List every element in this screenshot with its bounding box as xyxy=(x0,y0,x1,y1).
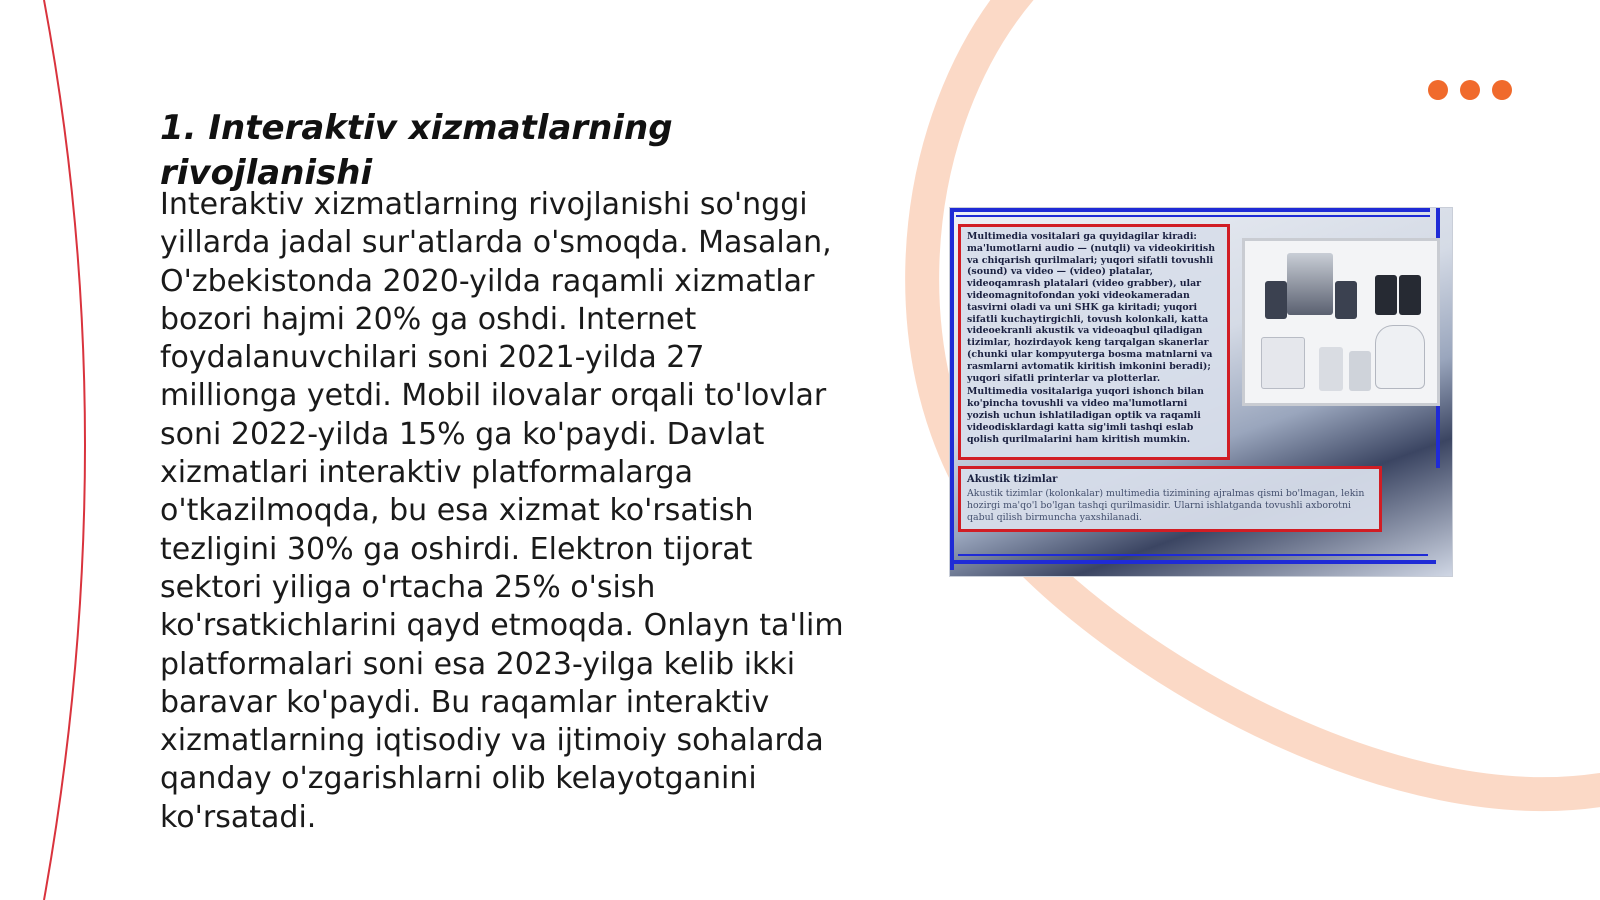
multimedia-text-box xyxy=(958,224,1230,460)
speaker-icon xyxy=(1349,351,1371,391)
menu-dots-icon[interactable] xyxy=(1428,80,1512,100)
slide-body-text: Interaktiv xizmatlarning rivojlanishi so'nggi yillarda jadal sur'atlarda o'smoqda. Masalan, O'zbekistonda 2020-yilda raqamli xizmatlar bozori hajmi 20% ga oshdi. Internet foydalanuvchilari soni 2021-yilda 27 millionga yetdi. Mobil ilovalar orqali to'lovlar soni 2022-yilda 15% ga ko'paydi. Davlat xizmatlari interaktiv platformalarga o'tkazilmoqda, bu esa xizmat ko'rsatish tezligini 30% ga oshirdi. Elektron tijorat sektori yiliga o'rtacha 25% o'sish ko'rsatkichlarini qayd etmoqda. Onlayn ta'lim platformalari soni esa 2023-yilga kelib ikki baravar ko'paydi. Bu raqamlar interaktiv xizmatlarning iqtisodiy va ijtimoiy sohalarda qanday o'zgarishlarni olib kelayotganini ko'rsatadi. xyxy=(160,187,844,835)
speaker-icon xyxy=(1375,325,1425,389)
speaker-icon xyxy=(1375,275,1397,315)
frame-left-bar xyxy=(950,208,954,570)
box-heading: Akustik tizimlar xyxy=(967,474,1058,485)
speaker-icon xyxy=(1265,281,1287,319)
speaker-icon xyxy=(1319,347,1343,391)
box-paragraph: Multimedia vositalari ga quyidagilar kiradi: ma'lumotlarni audio — (nutqli) va videokiritish va chiqarish qurilmalari; yuqori sifatli tovushli (sound) va video — (video) platalar, videoqamrash platalari (video grabber), ular videomagnitofondan yoki videokameradan tasvirni oladi va uni SHK ga kiritadi; yuqori sifatli kuchaytirgichli, tovush kolonkali, katta videoekranli akustik va videoaqbul qiladigan tizimlar, hozirdayok keng tarqalgan skanerlar (chunki ular kompyuterga bosma matnlarni va rasmlarni avtomatik kiritish imkonini beradi); yuqori sifatli printerlar va plotterlar. xyxy=(967,231,1216,384)
frame-top-bar-inner xyxy=(956,215,1430,217)
acoustic-systems-box xyxy=(958,466,1382,532)
frame-top-bar xyxy=(950,208,1430,212)
left-red-curve xyxy=(44,0,85,900)
frame-bottom-bar-inner xyxy=(958,554,1428,556)
dot xyxy=(1460,80,1480,100)
box-paragraph: Akustik tizimlar (kolonkalar) multimedia tizimining ajralmas qismi bo'lmagan, lekin hozirgi ma'qo'l bo'lgan tashqi qurilmasidir. Ularni ishlatganda tovushli axborotni qabul qilish birmuncha yaxshilanadi. xyxy=(967,488,1365,523)
speaker-icon xyxy=(1399,275,1421,315)
multimedia-slide-image xyxy=(950,208,1452,576)
speaker-icon xyxy=(1335,281,1357,319)
slide-title: 1. Interaktiv xizmatlarning rivojlanishi xyxy=(160,108,673,193)
frame-bottom-bar xyxy=(954,560,1436,564)
multimedia-devices-photo xyxy=(1242,238,1440,406)
speaker-icon xyxy=(1287,253,1333,315)
box-paragraph: Multimedia vositalariga yuqori ishonch bilan ko'pincha tovushli va video ma'lumotlarni yozish uchun ishlatiladigan optik va raqamli videodisklardagi katta sig'imli tashqi eslab qolish qurilmalarini ham kiritish mumkin. xyxy=(967,386,1204,445)
speaker-icon xyxy=(1261,337,1305,389)
dot xyxy=(1492,80,1512,100)
dot xyxy=(1428,80,1448,100)
